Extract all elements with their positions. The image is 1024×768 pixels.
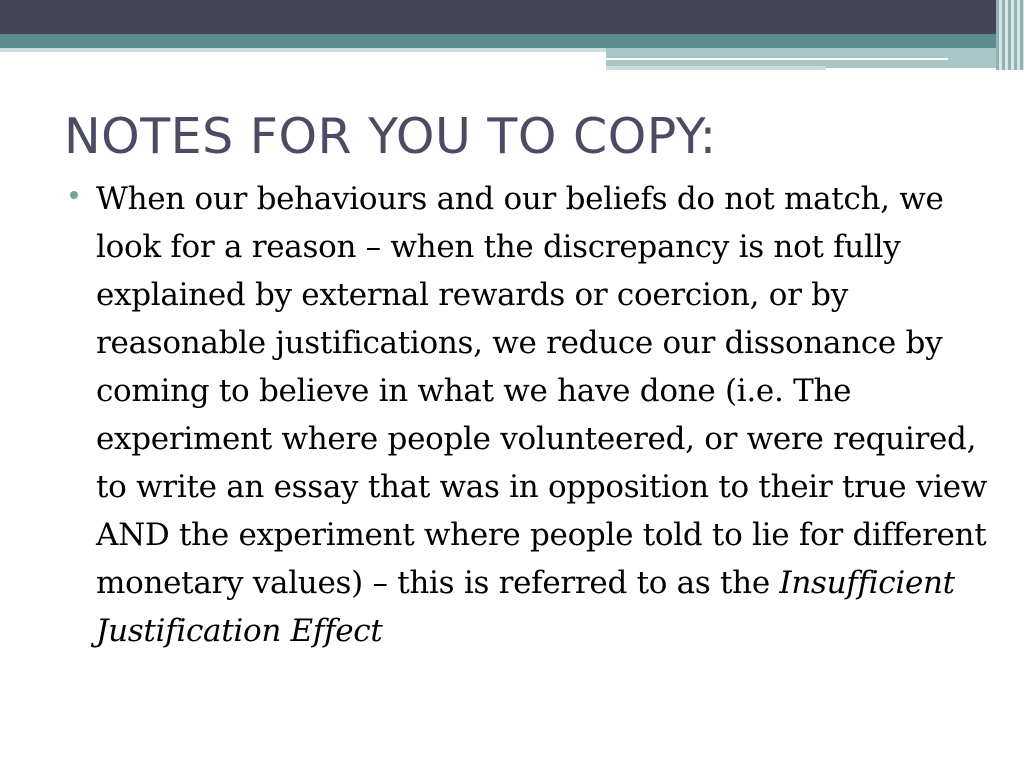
header-step-line [606, 58, 948, 60]
header-teal-band [0, 34, 1024, 48]
bullet-list [70, 175, 1000, 655]
header-light-band [0, 48, 606, 52]
bullet-item [70, 175, 1000, 655]
bullet-emphasis-text: Insufficient Justification Effect [96, 565, 955, 649]
slide-title: NOTES FOR YOU TO COPY: [64, 108, 717, 165]
header-step-line-lower [606, 66, 826, 70]
bullet-text [96, 175, 1000, 655]
bullet-body-text: When our behaviours and our beliefs do not match, we look for a reason – when the discrepancy is not fully explained by external rewards or coercion, or by reasonable justifications, we reduce our dissonance by coming to believe in what we have done (i.e. The experiment where people volunteered, or were required, to write an essay that was in opposition to their true view AND the experiment where people told to lie for different monetary values) – this is referred to as the [96, 181, 988, 601]
bullet-dot-icon [70, 191, 78, 199]
header-dark-band [0, 0, 1024, 34]
header-edge-stripes [996, 0, 1024, 70]
